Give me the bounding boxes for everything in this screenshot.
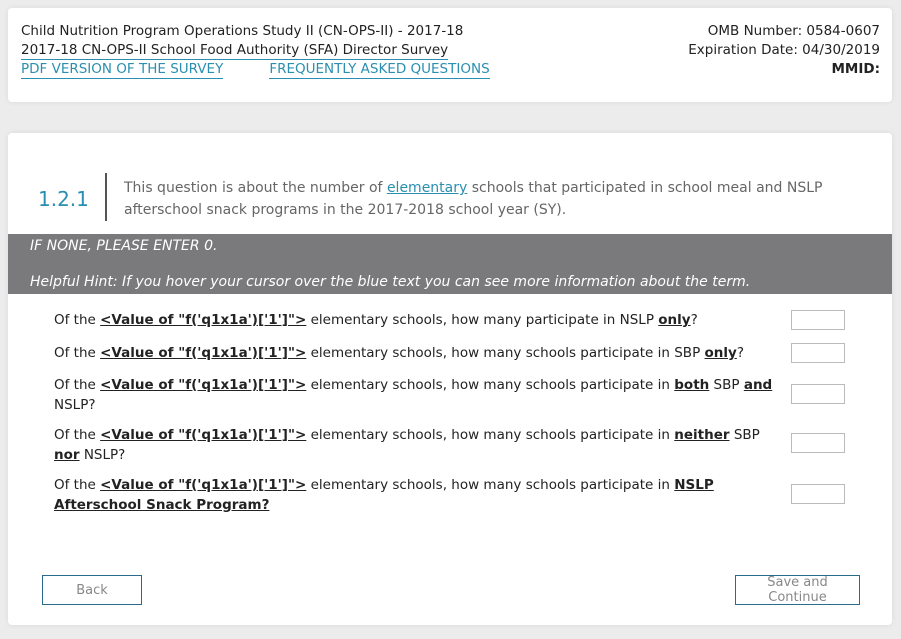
item-afterschool-snack: Of the <Value of "f('q1x1a')['1']"> elementary schools, how many schools participate in NSLP Afterschool Snack Program? (54, 477, 714, 513)
header-links (21, 60, 490, 79)
elementary-term-link[interactable]: elementary (386, 180, 468, 196)
instructions-bar (8, 234, 892, 294)
nslp-only-input[interactable] (791, 310, 845, 330)
back-button[interactable]: Back (42, 575, 142, 605)
value-placeholder: <Value of "f('q1x1a')['1']"> (100, 477, 307, 493)
value-placeholder: <Value of "f('q1x1a')['1']"> (100, 345, 307, 361)
survey-header (8, 8, 892, 102)
instruction-hint: Helpful Hint: If you hover your cursor over the blue text you can see more information about the term. (30, 274, 751, 290)
value-placeholder: <Value of "f('q1x1a')['1']"> (100, 427, 307, 443)
neither-sbp-nslp-input[interactable] (791, 433, 845, 453)
mmid-label: MMID: (831, 61, 880, 77)
question-panel (8, 133, 892, 625)
value-placeholder: <Value of "f('q1x1a')['1']"> (100, 377, 307, 393)
instruction-none: IF NONE, PLEASE ENTER 0. (30, 238, 218, 254)
question-number: 1.2.1 (38, 187, 89, 211)
item-nslp-only: Of the <Value of "f('q1x1a')['1']"> elementary schools, how many participate in NSLP only? (54, 312, 698, 328)
value-placeholder: <Value of "f('q1x1a')['1']"> (100, 312, 307, 328)
item-neither-sbp-nslp: Of the <Value of "f('q1x1a')['1']"> elementary schools, how many schools participate in neither SBP nor NSLP? (54, 427, 760, 463)
sbp-only-input[interactable] (791, 343, 845, 363)
question-divider (105, 173, 107, 221)
save-and-continue-button[interactable]: Save and Continue (735, 575, 860, 605)
pdf-version-link[interactable]: PDF VERSION OF THE SURVEY (21, 61, 224, 77)
study-title: Child Nutrition Program Operations Study II (CN-OPS-II) - 2017-18 (21, 23, 464, 39)
header-right (688, 22, 880, 79)
question-text: This question is about the number of elementary schools that participated in school meal and NSLP afterschool snack programs in the 2017-2018 school year (SY). (124, 180, 823, 218)
header-left (21, 22, 490, 79)
survey-title: 2017-18 CN-OPS-II School Food Authority (SFA) Director Survey (21, 42, 449, 58)
both-sbp-nslp-input[interactable] (791, 384, 845, 404)
afterschool-snack-input[interactable] (791, 484, 845, 504)
item-both-sbp-nslp: Of the <Value of "f('q1x1a')['1']"> elementary schools, how many schools participate in both SBP and NSLP? (54, 377, 773, 413)
omb-number: OMB Number: 0584-0607 (707, 23, 880, 39)
faq-link[interactable]: FREQUENTLY ASKED QUESTIONS (269, 61, 490, 77)
item-sbp-only: Of the <Value of "f('q1x1a')['1']"> elementary schools, how many schools participate in SBP only? (54, 345, 745, 361)
expiration-date: Expiration Date: 04/30/2019 (688, 42, 880, 58)
